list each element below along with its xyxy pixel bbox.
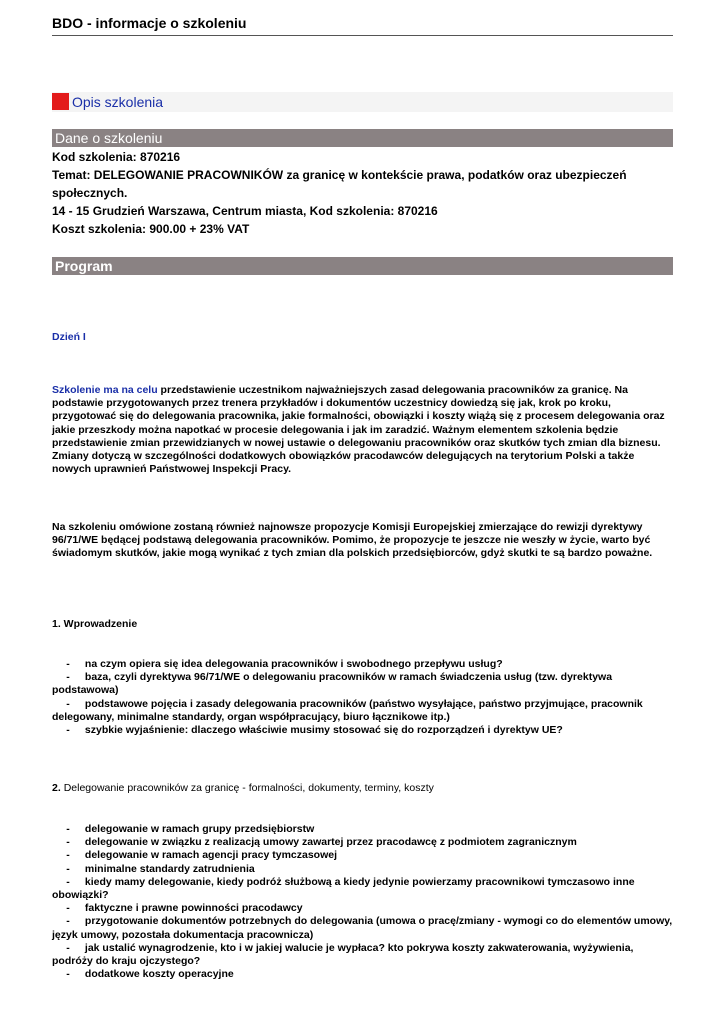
list-item: - delegowanie w ramach grupy przedsiębiorstw (66, 823, 315, 835)
list-item: - delegowanie w związku z realizacją umowy zawartej przez pracodawcę z podmiotem zagranicznym (66, 836, 577, 849)
section1-list (52, 658, 673, 737)
list-item: - delegowanie w ramach agencji pracy tymczasowej (66, 849, 338, 862)
list-item: - na czym opiera się idea delegowania pracowników i swobodnego przepływu usług? (66, 658, 503, 670)
course-cost: Koszt szkolenia: 900.00 + 23% VAT (52, 222, 250, 236)
title-divider (52, 35, 673, 36)
list-item: - szybkie wyjaśnienie: dlaczego właściwie musimy stosować się do rozporządzeń i dyrektyw UE? (66, 724, 563, 737)
list-item: - kiedy mamy delegowanie, kiedy podróż służbową a kiedy jedynie powierzamy pracownikowi tymczasowo inne obowiązki? (52, 875, 635, 902)
section2-heading-number: 2. (52, 782, 61, 794)
list-item: - jak ustalić wynagrodzenie, kto i w jakiej walucie je wypłaca? kto pokrywa koszty zakwaterowania, wyżywienia, podróży do kraju ojczystego? (52, 941, 634, 968)
list-item: - minimalne standardy zatrudnienia (66, 862, 255, 875)
intro-lead: Szkolenie ma na celu (52, 384, 158, 396)
program-section-header: Program (52, 257, 673, 275)
course-topic: Temat: DELEGOWANIE PRACOWNIKÓW za granicę w kontekście prawa, podatków oraz ubezpieczeń społecznych. (52, 168, 627, 200)
second-paragraph (52, 521, 673, 561)
list-item: - baza, czyli dyrektywa 96/71/WE o delegowaniu pracowników w ramach świadczenia usług (tzw. dyrektywa podstawowa) (52, 671, 613, 697)
red-square-icon (52, 93, 69, 110)
section2-heading-main: Delegowanie pracowników za granicę (63, 782, 240, 794)
list-item: - faktyczne i prawne powinności pracodawcy (66, 902, 303, 915)
course-details (52, 148, 673, 238)
intro-rest: przedstawienie uczestnikom najważniejszych zasad delegowania pracowników za granicę. Na podstawie przygotowanych przez trenera przykładów i dokumentów uczestnicy dowiedzą się jak, krok po kroku, przygotować się do delegowania pracownika, jakie formalności, obowiązki i koszty wiążą się z procesem delegowania oraz jakie przeszkody można napotkać w procesie delegowania i jak im zaradzić. Ważnym elementem szkolenia będzie przedstawienie zmian przewidzianych w nowej ustawie o delegowaniu pracowników oraz skutków tych zmian dla biznesu. Zmiany dotyczą w szczególności dodatkowych obowiązków pracodawców delegujących na terytorium Polski a także nowych uprawnień Państwowej Inspekcji Pracy. (52, 384, 665, 476)
page-title: BDO - informacje o szkoleniu (52, 15, 247, 31)
day-heading: Dzień I (52, 331, 86, 343)
section2-heading (52, 782, 673, 795)
opis-section-header (52, 92, 673, 112)
list-item: - dodatkowe koszty operacyjne (66, 968, 234, 981)
list-item: - podstawowe pojęcia i zasady delegowania pracowników (państwo wysyłające, państwo przyjmujące, pracownik delegowany, minimalne standardy, organ współpracujący, biuro łącznikowe itp.) (52, 697, 643, 723)
opis-label: Opis szkolenia (72, 94, 164, 110)
course-date-location: 14 - 15 Grudzień Warszawa, Centrum miasta, Kod szkolenia: 870216 (52, 204, 438, 218)
section2-list (52, 823, 673, 981)
course-code: Kod szkolenia: 870216 (52, 150, 181, 164)
section1-heading: 1. Wprowadzenie (52, 618, 138, 630)
section2-heading-rest: - formalności, dokumenty, terminy, koszty (239, 782, 434, 794)
intro-paragraph (52, 384, 673, 476)
second-paragraph-text: Na szkoleniu omówione zostaną również najnowsze propozycje Komisji Europejskiej zmierzające do rewizji dyrektywy 96/71/WE będącej podstawą delegowania pracowników. Pomimo, że propozycje te jeszcze nie weszły w życie, warto być świadomym skutków, jakie mogą wynikać z tych zmian dla polskich przedsiębiorców, gdyż skutki te są bardzo poważne. (52, 521, 653, 560)
dane-section-header: Dane o szkoleniu (52, 129, 673, 147)
list-item: - przygotowanie dokumentów potrzebnych do delegowania (umowa o pracę/zmiany - wymogi co do elementów umowy, język umowy, pozostała dokumentacja pracownicza) (52, 915, 673, 941)
